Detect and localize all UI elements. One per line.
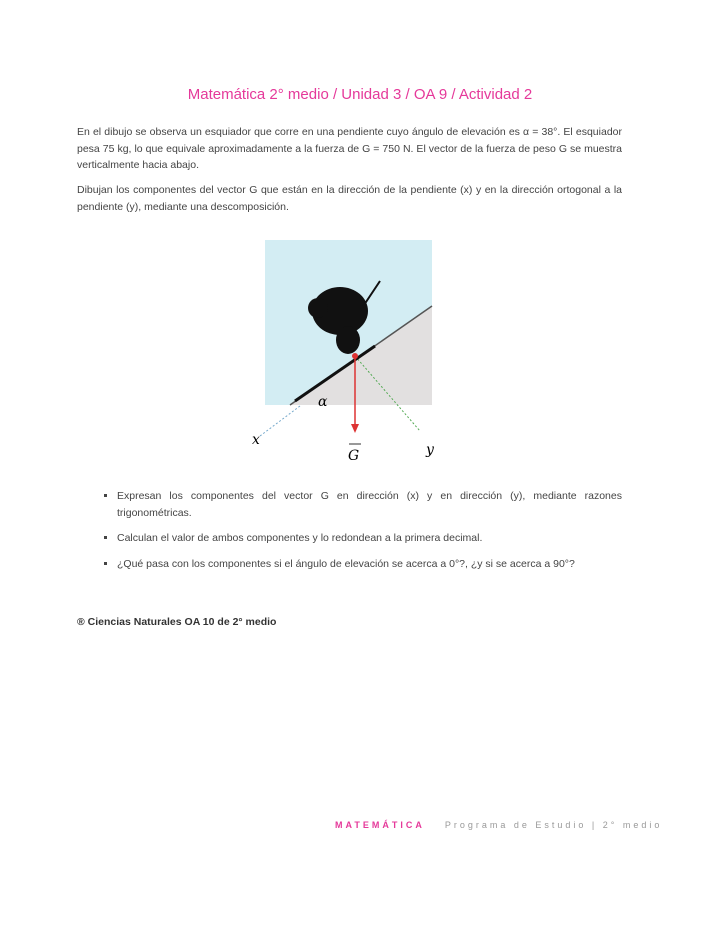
page-title: Matemática 2° medio / Unidad 3 / OA 9 / Actividad 2 [187,86,533,103]
cross-reference: ® Ciencias Naturales OA 10 de 2° medio [77,616,277,628]
y-label: y [426,442,434,458]
instruction-paragraph: Dibujan los componentes del vector G que están en la dirección de la pendiente (x) y en la dirección ortogonal a la pendiente (y), mediante una descomposición. [77,184,622,213]
footer-text: Programa de Estudio | 2° medio [444,820,663,830]
list-item: ▪ ¿Qué pasa con los componentes si el ángulo de elevación se acerca a 0°?, ¿y si se acerca a 90°? [117,556,622,573]
skier-figure [240,236,460,466]
list-item: ▪ Expresan los componentes del vector G en dirección (x) y en dirección (y), mediante razones trigonométricas. [117,488,622,521]
alpha-label: α [318,394,328,410]
footer [335,820,662,830]
task-list [77,488,622,581]
footer-brand: MATEMÁTICA [335,820,425,830]
skier-head [308,298,328,318]
skier-legs [336,326,360,354]
x-label: x [252,432,260,448]
list-item: ▪ Calculan el valor de ambos componentes y lo redondean a la primera decimal. [117,530,622,547]
g-label: G [348,448,360,464]
problem-paragraph: En el dibujo se observa un esquiador que corre en una pendiente cuyo ángulo de elevación es α = 38°. El esquiador pesa 75 kg, lo que equivale aproximadamente a la fuerza de G = 750 N. El vector de la fuerza de peso G se muestra verticalmente hacia abajo. [77,126,622,171]
arrowhead-icon [351,424,359,433]
x-axis-line [260,406,300,436]
